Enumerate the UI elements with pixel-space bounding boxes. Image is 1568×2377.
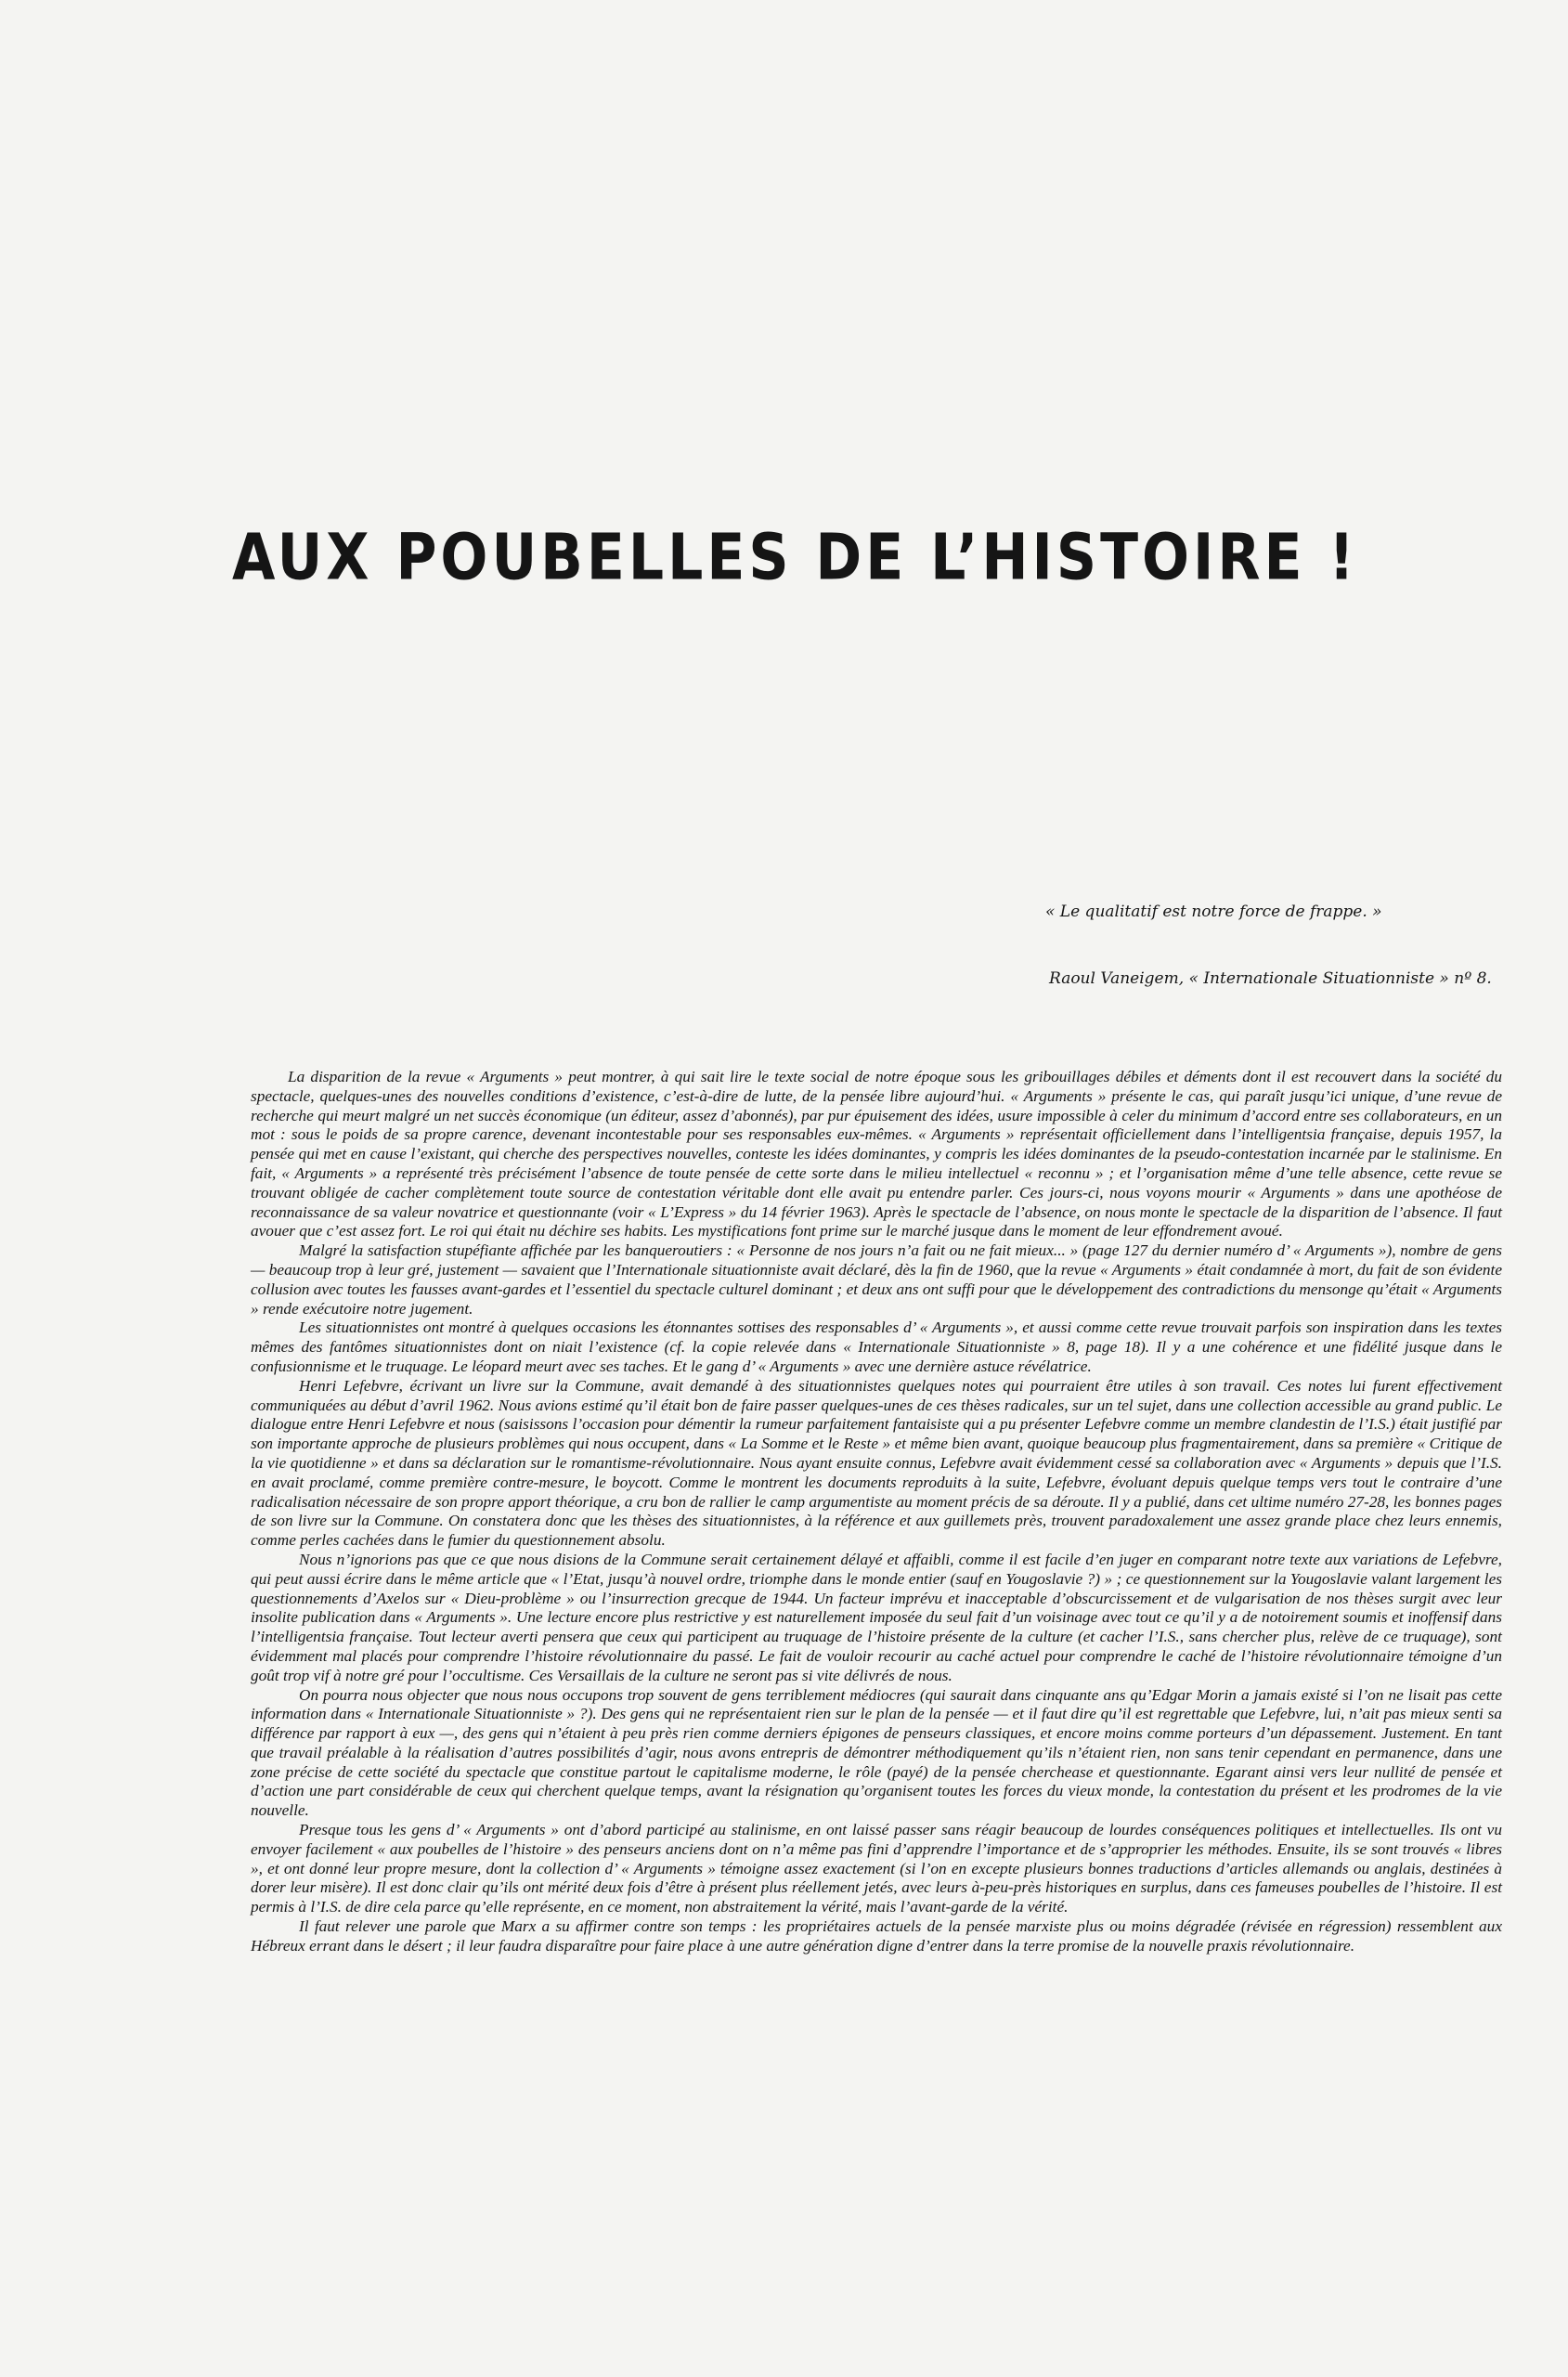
paragraph-5: Nous n’ignorions pas que ce que nous disions de la Commune serait certainement délayé et affaibli, comme il est facile d’en juger en comparant notre texte aux variations de Lefebvre, qui peut aussi écrire dans le même article que « l’Etat, jusqu’à nouvel ordre, triomphe dans le monde entier (sauf en Yougoslavie ?) » ; ce questionnement sur la Yougoslavie valant largement les questionnements d’Axelos sur « Dieu-problème » ou l’insurrection grecque de 1944. Un facteur imprévu et inacceptable d’obscurcissement et de vulgarisation de nos thèses surgit avec leur insolite publication dans « Arguments ». Une lecture encore plus restrictive y est naturellement imposée du seul fait d’un voisinage avec tout ce qu’il y a de notoirement soumis et inoffensif dans l’intelligentsia française. Tout lecteur averti pensera que ceux qui participent au truquage de l’histoire présente de la culture (et cacher l’I.S., sans chercher plus, relève de ce truquage), sont évidemment mal placés pour comprendre l’histoire révolutionnaire du passé. Le fait de vouloir recourir au caché actuel pour comprendre le caché de l’histoire révolutionnaire témoigne d’un goût trop vif à notre gré pour l’occultisme. Ces Versaillais de la culture ne seront pas si vite délivrés de nous. xyxy=(251,1550,1502,1684)
article-body xyxy=(251,1068,1502,1956)
paragraph-2: Malgré la satisfaction stupéfiante affichée par les banqueroutiers : « Personne de nos jours n’a fait ou ne fait mieux... » (page 127 du dernier numéro d’ « Arguments »), nombre de gens — beaucoup trop à leur gré, justement — savaient que l’Internationale situationniste avait déclaré, dès la fin de 1960, que la revue « Arguments » était condamnée à mort, du fait de son évidente collusion avec toutes les fausses avant-gardes et l’essentiel du spectacle culturel dominant ; et deux ans ont suffi pour que le développement des contradictions du mensonge qu’était « Arguments » rende exécutoire notre jugement. xyxy=(251,1241,1502,1318)
paragraph-4: Henri Lefebvre, écrivant un livre sur la Commune, avait demandé à des situationnistes quelques notes qui pourraient être utiles à son travail. Ces notes lui furent effectivement communiquées au début d’avril 1962. Nous avions estimé qu’il était bon de faire passer quelques-unes de ces thèses radicales, sur un tel sujet, dans une collection accessible au grand public. Le dialogue entre Henri Lefebvre et nous (saisissons l’occasion pour démentir la rumeur parfaitement fantaisiste qui a pu présenter Lefebvre comme un membre clandestin de l’I.S.) était justifié par son importante approche de plusieurs problèmes qui nous occupent, dans « La Somme et le Reste » et même bien avant, quoique beaucoup plus fragmentairement, dans sa première « Critique de la vie quotidienne » et dans sa déclaration sur le romantisme-révolutionnaire. Nous ayant ensuite connus, Lefebvre avait évidemment cessé sa collaboration avec « Arguments » depuis que l’I.S. en avait proclamé, comme première contre-mesure, le boycott. Comme le montrent les documents reproduits à la suite, Lefebvre, évoluant depuis quelque temps vers tout le contraire d’une radicalisation nécessaire de son propre apport théorique, a cru bon de rallier le camp argumentiste au moment précis de sa déroute. Il y a publié, dans cet ultime numéro 27-28, les bonnes pages de son livre sur la Commune. On constatera donc que les thèses des situationnistes, à la référence et aux guillemets près, trouvent paradoxalement une assez grande place chez leurs ennemis, comme perles cachées dans le fumier du questionnement absolu. xyxy=(251,1376,1502,1550)
paragraph-8: Il faut relever une parole que Marx a su affirmer contre son temps : les propriétaires actuels de la pensée marxiste plus ou moins dégradée (révisée en régression) ressemblent aux Hébreux errant dans le désert ; il leur faudra disparaître pour faire place à une autre génération digne d’entrer dans la terre promise de la nouvelle praxis révolutionnaire. xyxy=(251,1917,1502,1955)
paragraph-1: La disparition de la revue « Arguments » peut montrer, à qui sait lire le texte social de notre époque sous les gribouillages débiles et déments dont il est recouvert dans la société du spectacle, quelques-unes des nouvelles conditions d’existence, c’est-à-dire de lutte, de la pensée libre aujourd’hui. « Arguments » présente le cas, qui paraît jusqu’ici unique, d’une revue de recherche qui meurt malgré un net succès économique (un éditeur, assez d’abonnés), par pur épuisement des idées, usure impossible à celer du minimum d’accord entre ses collaborateurs, en un mot : sous le poids de sa propre carence, devenant incontestable pour ses responsables eux-mêmes. « Arguments » représentait officiellement dans l’intelligentsia française, depuis 1957, la pensée qui met en cause l’existant, qui cherche des perspectives nouvelles, conteste les idées dominantes, y compris les idées dominantes de la pseudo-contestation incarnée par le stalinisme. En fait, « Arguments » a représenté très précisément l’absence de toute pensée de cette sorte dans le milieu intellectuel « reconnu » ; et l’organisation même d’une telle absence, cette revue se trouvant obligée de cacher complètement toute source de contestation véritable dont elle avait pu entendre parler. Ces jours-ci, nous voyons mourir « Arguments » dans une apothéose de reconnaissance de sa valeur novatrice et questionnante (voir « L’Express » du 14 février 1963). Après le spectacle de l’absence, on nous monte le spectacle de la disparition de l’absence. Il faut avouer que c’est assez fort. Le roi qui était nu déchire ses habits. Les mystifications font prime sur le marché jusque dans le moment de leur effondrement avoué. xyxy=(251,1068,1502,1240)
epigraph-source: Raoul Vaneigem, « Internationale Situationniste » nº 8. xyxy=(1049,969,1492,988)
paragraph-6: On pourra nous objecter que nous nous occupons trop souvent de gens terriblement médiocres (qui saurait dans cinquante ans qu’Edgar Morin a jamais existé si l’on ne lisait pas cette information dans « Internationale Situationniste » ?). Des gens qui ne représentaient rien sur le plan de la pensée — et il faut dire qu’il est regrettable que Lefebvre, lui, n’ait pas mieux senti sa différence par rapport à eux —, des gens qui n’étaient à peu près rien comme derniers épigones de penseurs classiques, et encore moins comme porteurs d’un dépassement. Justement. En tant que travail préalable à la réalisation d’autres possibilités d’agir, nous avons entrepris de démontrer méthodiquement qu’ils n’étaient rien, non sans tenir cependant en permanence, dans une zone précise de cette société du spectacle que constitue partout le capitalisme moderne, le rôle (payé) de la pensée cherchease et questionnante. Egarant ainsi vers leur nullité de pensée et d’action une part considérable de ceux qui cherchent quelque temps, avant la résignation qu’organisent toutes les forces du vieux monde, la contestation du présent et les prodromes de la vie nouvelle. xyxy=(251,1685,1502,1820)
paragraph-7: Presque tous les gens d’ « Arguments » ont d’abord participé au stalinisme, en ont laissé passer sans réagir beaucoup de lourdes conséquences politiques et intellectuelles. Ils ont vu envoyer facilement « aux poubelles de l’histoire » des penseurs anciens dont on n’a même pas fini d’apprendre l’importance et de s’approprier les méthodes. Ensuite, ils se sont trouvés « libres », et ont donné leur propre mesure, dont la collection d’ « Arguments » témoigne assez exactement (si l’on en excepte plusieurs bonnes traductions d’articles allemands ou anglais, destinées à dorer leur misère). Il est donc clair qu’ils ont mérité deux fois d’être à présent plus réellement jetés, avec leurs à-peu-près historiques en surplus, dans ces fameuses poubelles de l’histoire. Il est permis à l’I.S. de dire cela parce qu’elle représente, en ce moment, non abstraitement la vérité, mais l’avant-garde de la vérité. xyxy=(251,1821,1502,1916)
page-title: AUX POUBELLES DE L’HISTOIRE ! xyxy=(232,520,1358,595)
paragraph-3: Les situationnistes ont montré à quelques occasions les étonnantes sottises des responsables d’ « Arguments », et aussi comme cette revue trouvait parfois son inspiration dans les textes mêmes des fantômes situationnistes dont on niait l’existence (cf. la copie relevée dans « Internationale Situationniste » 8, page 18). Il y a une cohérence et une fidélité jusque dans le confusionnisme et le truquage. Le léopard meurt avec ses taches. Et le gang d’ « Arguments » avec une dernière astuce révélatrice. xyxy=(251,1318,1502,1375)
epigraph-quote: « Le qualitatif est notre force de frappe. » xyxy=(1045,903,1382,921)
